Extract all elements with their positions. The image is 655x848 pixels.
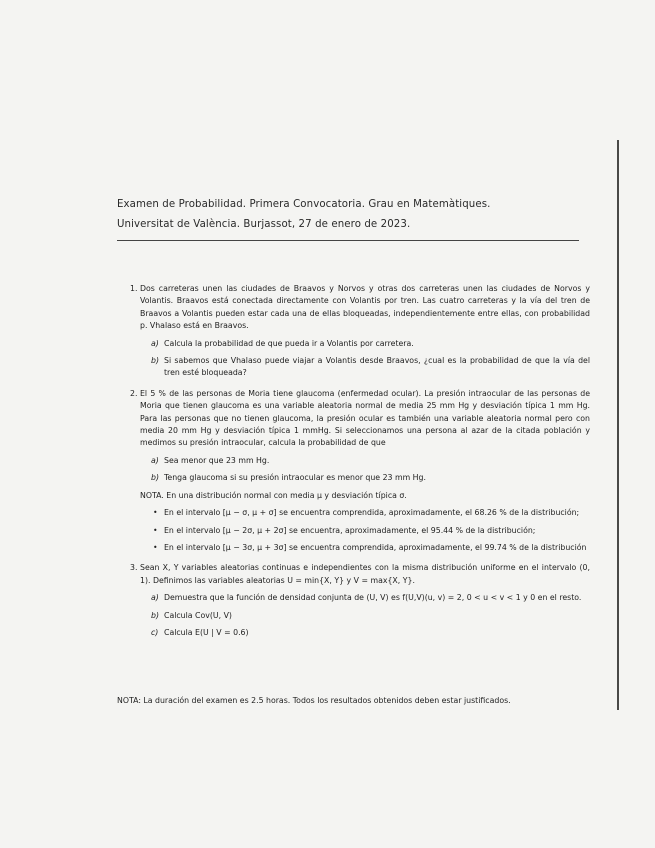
normal-distribution-note: NOTA. En una distribución normal con media μ y desviación típica σ.	[140, 490, 407, 500]
subquestion-label: b)	[151, 610, 159, 620]
problem-number: 2.	[130, 388, 138, 398]
subquestion-label: b)	[151, 356, 159, 366]
subquestion-label: b)	[151, 473, 159, 483]
subquestion-label: a)	[151, 593, 159, 603]
subquestion-text: Si sabemos que Vhalaso puede viajar a Volantis desde Braavos, ¿cual es la probabilidad de que la vía del tren esté bloqueada?	[164, 356, 590, 378]
subquestion-text: Tenga glaucoma si su presión intraocular es menor que 23 mm Hg.	[164, 473, 426, 483]
bullet-icon: •	[153, 542, 158, 552]
subquestion	[151, 592, 590, 604]
problem-statement: Dos carreteras unen las ciudades de Braavos y Norvos y otras dos carreteras unen las ciudades de Norvos y Volantis. Braavos está conectada directamente con Volantis por tren. Las cuatro carreteras y la vía del tren de Braavos a Volantis pueden estar cada una de ellas bloqueadas, independientemente entre ellas, con probabilidad p. Vhalaso está en Braavos.	[140, 284, 590, 331]
subquestion	[151, 627, 590, 639]
problem-number: 3.	[130, 563, 138, 573]
exam-header	[117, 195, 582, 235]
problem-1	[130, 283, 590, 333]
bullet-text: En el intervalo [μ − 3σ, μ + 3σ] se encuentra comprendida, aproximadamente, el 99.74 % de la distribución	[164, 542, 587, 552]
page-edge-line	[617, 140, 619, 710]
bullet-icon: •	[153, 525, 158, 535]
subquestion	[151, 338, 590, 350]
problem-statement: El 5 % de las personas de Moria tiene glaucoma (enfermedad ocular). La presión intraocular de las personas de Moria que tienen glaucoma es una variable aleatoria normal de media 25 mm Hg y desviación típica 1 mm Hg. Para las personas que no tienen glaucoma, la presión ocular es también una variable aleatoria normal pero con media 20 mm Hg y desviación típica 1 mmHg. Si seleccionamos una persona al azar de la citada población y medimos su presión intraocular, calcula la probabilidad de que	[140, 388, 590, 448]
exam-duration-note: NOTA: La duración del examen es 2.5 horas. Todos los resultados obtenidos deben estar justificados.	[117, 696, 511, 705]
subquestion-text: Demuestra que la función de densidad conjunta de (U, V) es f(U,V)(u, v) = 2, 0 < u < v < 1 y 0 en el resto.	[164, 593, 582, 603]
note-bullet	[153, 525, 590, 537]
subquestion-text: Calcula E(U | V = 0.6)	[164, 627, 249, 637]
subquestion-label: a)	[151, 338, 159, 348]
subquestion-label: c)	[151, 627, 159, 637]
exam-location-date: Universitat de València. Burjassot, 27 de enero de 2023.	[117, 219, 411, 230]
problem-3	[130, 562, 590, 587]
exam-body	[130, 283, 590, 639]
subquestion	[151, 455, 590, 467]
problem-2	[130, 388, 590, 450]
subquestion	[151, 610, 590, 622]
subquestion	[151, 355, 590, 380]
note-bullet	[153, 542, 590, 554]
bullet-icon: •	[153, 508, 158, 518]
subquestion-text: Calcula la probabilidad de que pueda ir a Volantis por carretera.	[164, 338, 414, 348]
exam-title: Examen de Probabilidad. Primera Convocatoria. Grau en Matemàtiques.	[117, 199, 491, 210]
problem-number: 1.	[130, 284, 138, 293]
bullet-text: En el intervalo [μ − σ, μ + σ] se encuentra comprendida, aproximadamente, el 68.26 % de la distribución;	[164, 508, 580, 518]
header-divider	[117, 240, 579, 241]
subquestion	[151, 472, 590, 484]
problem-statement: Sean X, Y variables aleatorias continuas e independientes con la misma distribución uniforme en el intervalo (0, 1). Definimos las variables aleatorias U = min{X, Y} y V = max{X, Y}.	[140, 563, 590, 585]
subquestion-text: Calcula Cov(U, V)	[164, 610, 232, 620]
bullet-text: En el intervalo [μ − 2σ, μ + 2σ] se encuentra, aproximadamente, el 95.44 % de la distribución;	[164, 525, 536, 535]
note-bullet	[153, 507, 590, 519]
subquestion-label: a)	[151, 455, 159, 465]
subquestion-text: Sea menor que 23 mm Hg.	[164, 455, 270, 465]
